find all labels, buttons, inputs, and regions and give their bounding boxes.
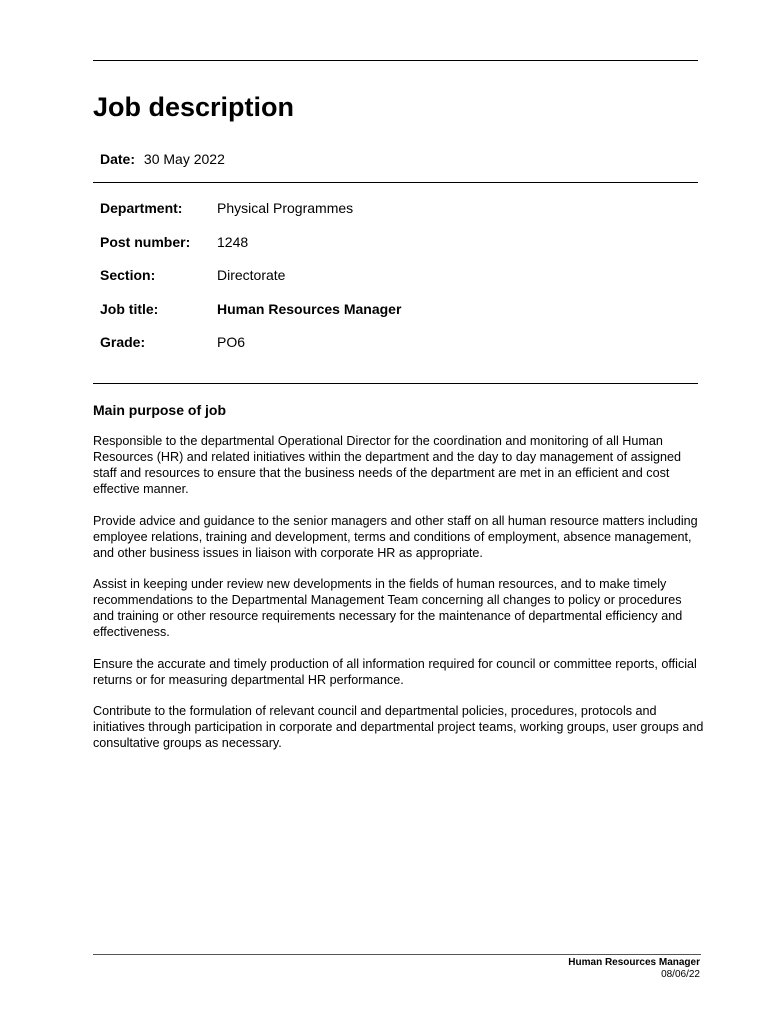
- field-label: Post number:: [100, 233, 191, 250]
- field-label: Grade:: [100, 334, 146, 350]
- field-value: PO6: [217, 334, 246, 350]
- paragraph: Contribute to the formulation of relevant council and departmental policies, procedures, protocols and initiatives through participation in corporate and departmental project teams, working groups, user groups and consultative groups as necessary.: [93, 704, 704, 750]
- paragraph: Assist in keeping under review new developments in the fields of human resources, and to make timely recommendations to the Departmental Management Team concerning all changes to policy or procedures and training or other resource requirements necessary for the maintenance of departmental efficiency and effectiveness.: [93, 577, 683, 639]
- purpose-body: [93, 433, 705, 767]
- field-value: 1248: [217, 233, 249, 250]
- paragraph: Provide advice and guidance to the senior managers and other staff on all human resource matters including employee relations, training and development, terms and conditions of employment, absence management, and other business issues in liaison with corporate HR as appropriate.: [93, 513, 698, 560]
- footer-title: Human Resources Manager: [568, 957, 700, 968]
- top-divider: [93, 60, 698, 61]
- section-heading: Main purpose of job: [93, 402, 226, 418]
- fields-divider: [93, 383, 698, 384]
- field-label: Department:: [100, 200, 183, 216]
- paragraph: Responsible to the departmental Operational Director for the coordination and monitoring of all Human Resources (HR) and related initiatives within the department and the day to day management of assigned staff and resources to ensure that the business needs of the department are met in an efficient and cost effective manner.: [93, 434, 682, 496]
- field-value: Directorate: [217, 267, 286, 283]
- page-footer: [568, 957, 700, 981]
- date-divider: [93, 182, 698, 183]
- field-value: Human Resources Manager: [217, 300, 402, 317]
- field-label: Section:: [100, 267, 156, 283]
- date-value: 30 May 2022: [143, 151, 225, 167]
- footer-divider: [93, 954, 701, 955]
- field-value: Physical Programmes: [217, 200, 354, 216]
- footer-date: 08/06/22: [661, 969, 700, 980]
- field-label: Job title:: [100, 300, 159, 317]
- date-row: [100, 151, 225, 167]
- page-title: Job description: [93, 92, 295, 122]
- paragraph: Ensure the accurate and timely production of all information required for council or committee reports, official returns or for measuring departmental HR performance.: [93, 656, 697, 687]
- date-label: Date:: [100, 151, 136, 167]
